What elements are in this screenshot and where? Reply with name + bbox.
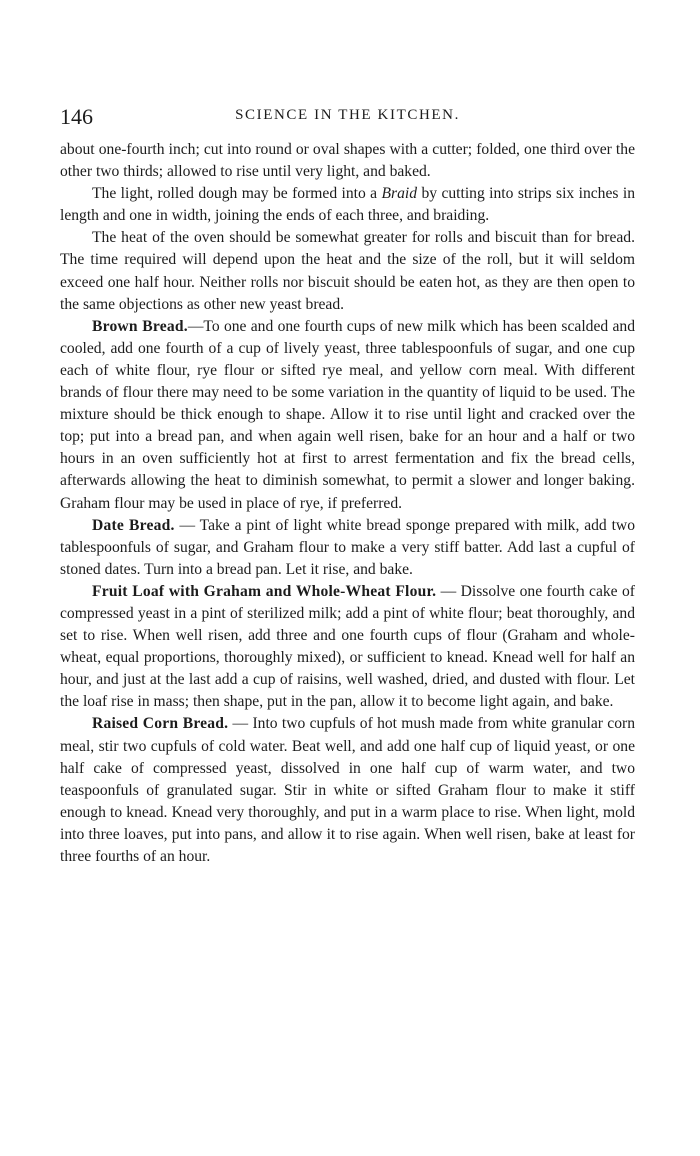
paragraph-braid-italic-term: Braid <box>381 185 418 203</box>
recipe-date-bread <box>60 515 635 581</box>
recipe-text-raised-corn-bread: — Into two cupfuls of hot mush made from white granular corn meal, stir two cupfuls of cold water. Beat well, and add one half cup of liquid yeast, or one half cake of compressed yeast, dissolved in one half cup of warm water, and two teaspoonfuls of granulated sugar. Stir in white or sifted Graham flour to make it stiff enough to knead. Knead very thoroughly, and put in a warm place to rise. When light, mold into three loaves, put into pans, and allow it to rise again. When well risen, bake at least for three fourths of an hour. <box>60 715 635 865</box>
paragraph-continued: about one-fourth inch; cut into round or oval shapes with a cutter; folded, one third over the other two thirds; allowed to rise until very light, and baked. <box>60 141 635 181</box>
recipe-brown-bread <box>60 316 635 515</box>
page-number: 146 <box>60 104 93 129</box>
recipe-heading-fruit-loaf: Fruit Loaf with Graham and Whole-Wheat Flour. <box>92 582 437 600</box>
body-text <box>60 139 635 868</box>
recipe-heading-brown-bread: Brown Bread. <box>92 317 188 335</box>
page-header <box>60 104 635 134</box>
recipe-heading-date-bread: Date Bread. <box>92 516 175 534</box>
recipe-text-fruit-loaf: — Dissolve one fourth cake of compressed yeast in a pint of sterilized milk; add a pint of white flour; beat thoroughly, and set to rise. When well risen, add three and one fourth cups of flour (Graham and whole-wheat, equal proportions, thoroughly mixed), or sufficient to knead. Knead well for half an hour, and just at the last add a cup of raisins, well washed, dried, and dusted with flour. Let the loaf rise in mass; then shape, put in the pan, allow it to become light again, and bake. <box>60 582 635 711</box>
paragraph-oven-heat: The heat of the oven should be somewhat greater for rolls and biscuit than for bread. The time required will depend upon the heat and the size of the roll, but it will seldom exceed one half hour. Neither rolls nor biscuit should be eaten hot, as they are then open to the same objections as other new yeast bread. <box>60 229 635 313</box>
recipe-raised-corn-bread <box>60 713 635 868</box>
recipe-text-date-bread: — Take a pint of light white bread sponge prepared with milk, add two tablespoonfuls of sugar, and Graham flour to make a very stiff batter. Add last a cupful of stoned dates. Turn into a bread pan. Let it rise, and bake. <box>60 516 635 578</box>
running-title: SCIENCE IN THE KITCHEN. <box>235 107 460 123</box>
recipe-fruit-loaf <box>60 581 635 714</box>
paragraph-braid-text-after: by cutting into strips six inches in length and one in width, joining the ends of each three, and braiding. <box>60 185 635 225</box>
paragraph-braid-text-before: The light, rolled dough may be formed into a <box>92 185 382 203</box>
paragraph-braid <box>60 183 635 227</box>
recipe-heading-raised-corn-bread: Raised Corn Bread. <box>92 715 229 733</box>
recipe-text-brown-bread: —To one and one fourth cups of new milk which has been scalded and cooled, add one fourth of a cup of lively yeast, three tablespoonfuls of sugar, and one cup each of white flour, rye flour or sifted rye meal, and yellow corn meal. With different brands of flour there may need to be some variation in the quantity of liquid to be used. The mixture should be thick enough to shape. Allow it to rise until light and cracked over the top; put into a bread pan, and when again well risen, bake for an hour and a half or two hours in an oven sufficiently hot at first to arrest fermentation and fix the bread cells, afterwards allowing the heat to diminish somewhat, to permit a slower and longer baking. Graham flour may be used in place of rye, if preferred. <box>60 317 635 512</box>
